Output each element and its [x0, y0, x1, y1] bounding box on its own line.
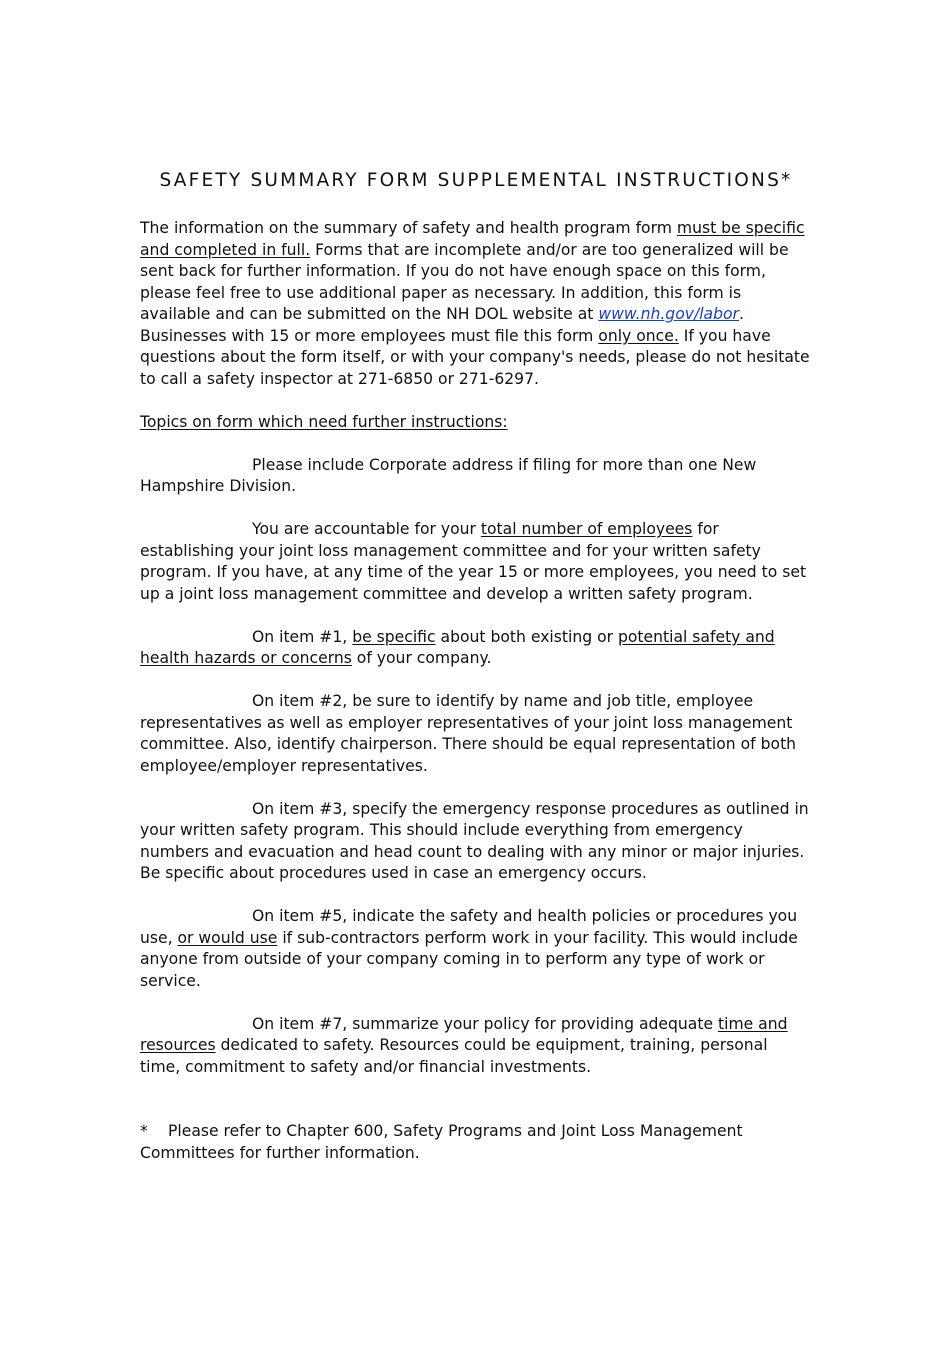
intro-underline-specific: must be specific and completed in full. [140, 219, 805, 259]
intro-text: If you have questions about the form itself, or with your company's needs, please do not hesitate to call a safety inspector at 271-6850 or 271-6297. [140, 326, 810, 388]
employees-paragraph: You are accountable for your total number of employees for establishing your joint loss management committee and for your written safety program. If you have, at any time of the year 15 or more employees, you need to set up a joint loss management committee and develop a written safety program. [140, 520, 807, 603]
hazards-underline: potential safety and health hazards or concerns [140, 627, 775, 667]
nh-dol-link[interactable]: www.nh.gov/labor [598, 305, 739, 323]
footnote [140, 1121, 812, 1164]
corporate-address-paragraph: Please include Corporate address if filing for more than one New Hampshire Division. [140, 455, 757, 495]
intro-text: . Businesses with 15 or more employees must file this form [140, 305, 744, 345]
item2-paragraph: On item #2, be sure to identify by name and job title, employee representatives as well as employer representatives of your joint loss management committee. Also, identify chairperson. There should be equal representation of both employee/employer representatives. [140, 692, 797, 775]
spacer [140, 1100, 812, 1122]
intro-paragraph [140, 218, 812, 390]
item3-paragraph: On item #3, specify the emergency response procedures as outlined in your written safety program. This should include everything from emergency numbers and evacuation and head count to dealing with any minor or major injuries. Be specific about procedures used in case an emergency occurs. [140, 799, 809, 882]
be-specific-underline: be specific [352, 627, 436, 646]
intro-text: The information on the summary of safety and health program form [140, 219, 677, 237]
item1-paragraph: On item #1, be specific about both existing or potential safety and health hazards or concerns of your company. [140, 627, 775, 667]
document-page [140, 170, 812, 1164]
item7-paragraph: On item #7, summarize your policy for providing adequate time and resources dedicated to safety. Resources could be equipment, training, personal time, commitment to safety and/or financial investments. [140, 1014, 788, 1076]
topics-heading: Topics on form which need further instructions: [140, 412, 508, 431]
time-resources-underline: time and resources [140, 1014, 788, 1054]
would-use-underline: or would use [177, 928, 278, 947]
intro-underline-once: only once. [598, 326, 679, 345]
page-title: SAFETY SUMMARY FORM SUPPLEMENTAL INSTRUCTIONS* [159, 170, 793, 191]
total-employees-underline: total number of employees [480, 520, 693, 538]
intro-text: Forms that are incomplete and/or are too generalized will be sent back for further information. If you do not have enough space on this form, please feel free to use additional paper as necessary. In addition, this form is available and can be submitted on the NH DOL website at [140, 240, 789, 323]
item5-paragraph: On item #5, indicate the safety and health policies or procedures you use, or would use if sub-contractors perform work in your facility. This would include anyone from outside of your company coming in to perform any type of work or service. [140, 907, 798, 990]
footnote-text: Please refer to Chapter 600, Safety Programs and Joint Loss Management Committees for further information. [140, 1122, 743, 1162]
footnote-star: * [140, 1122, 148, 1140]
